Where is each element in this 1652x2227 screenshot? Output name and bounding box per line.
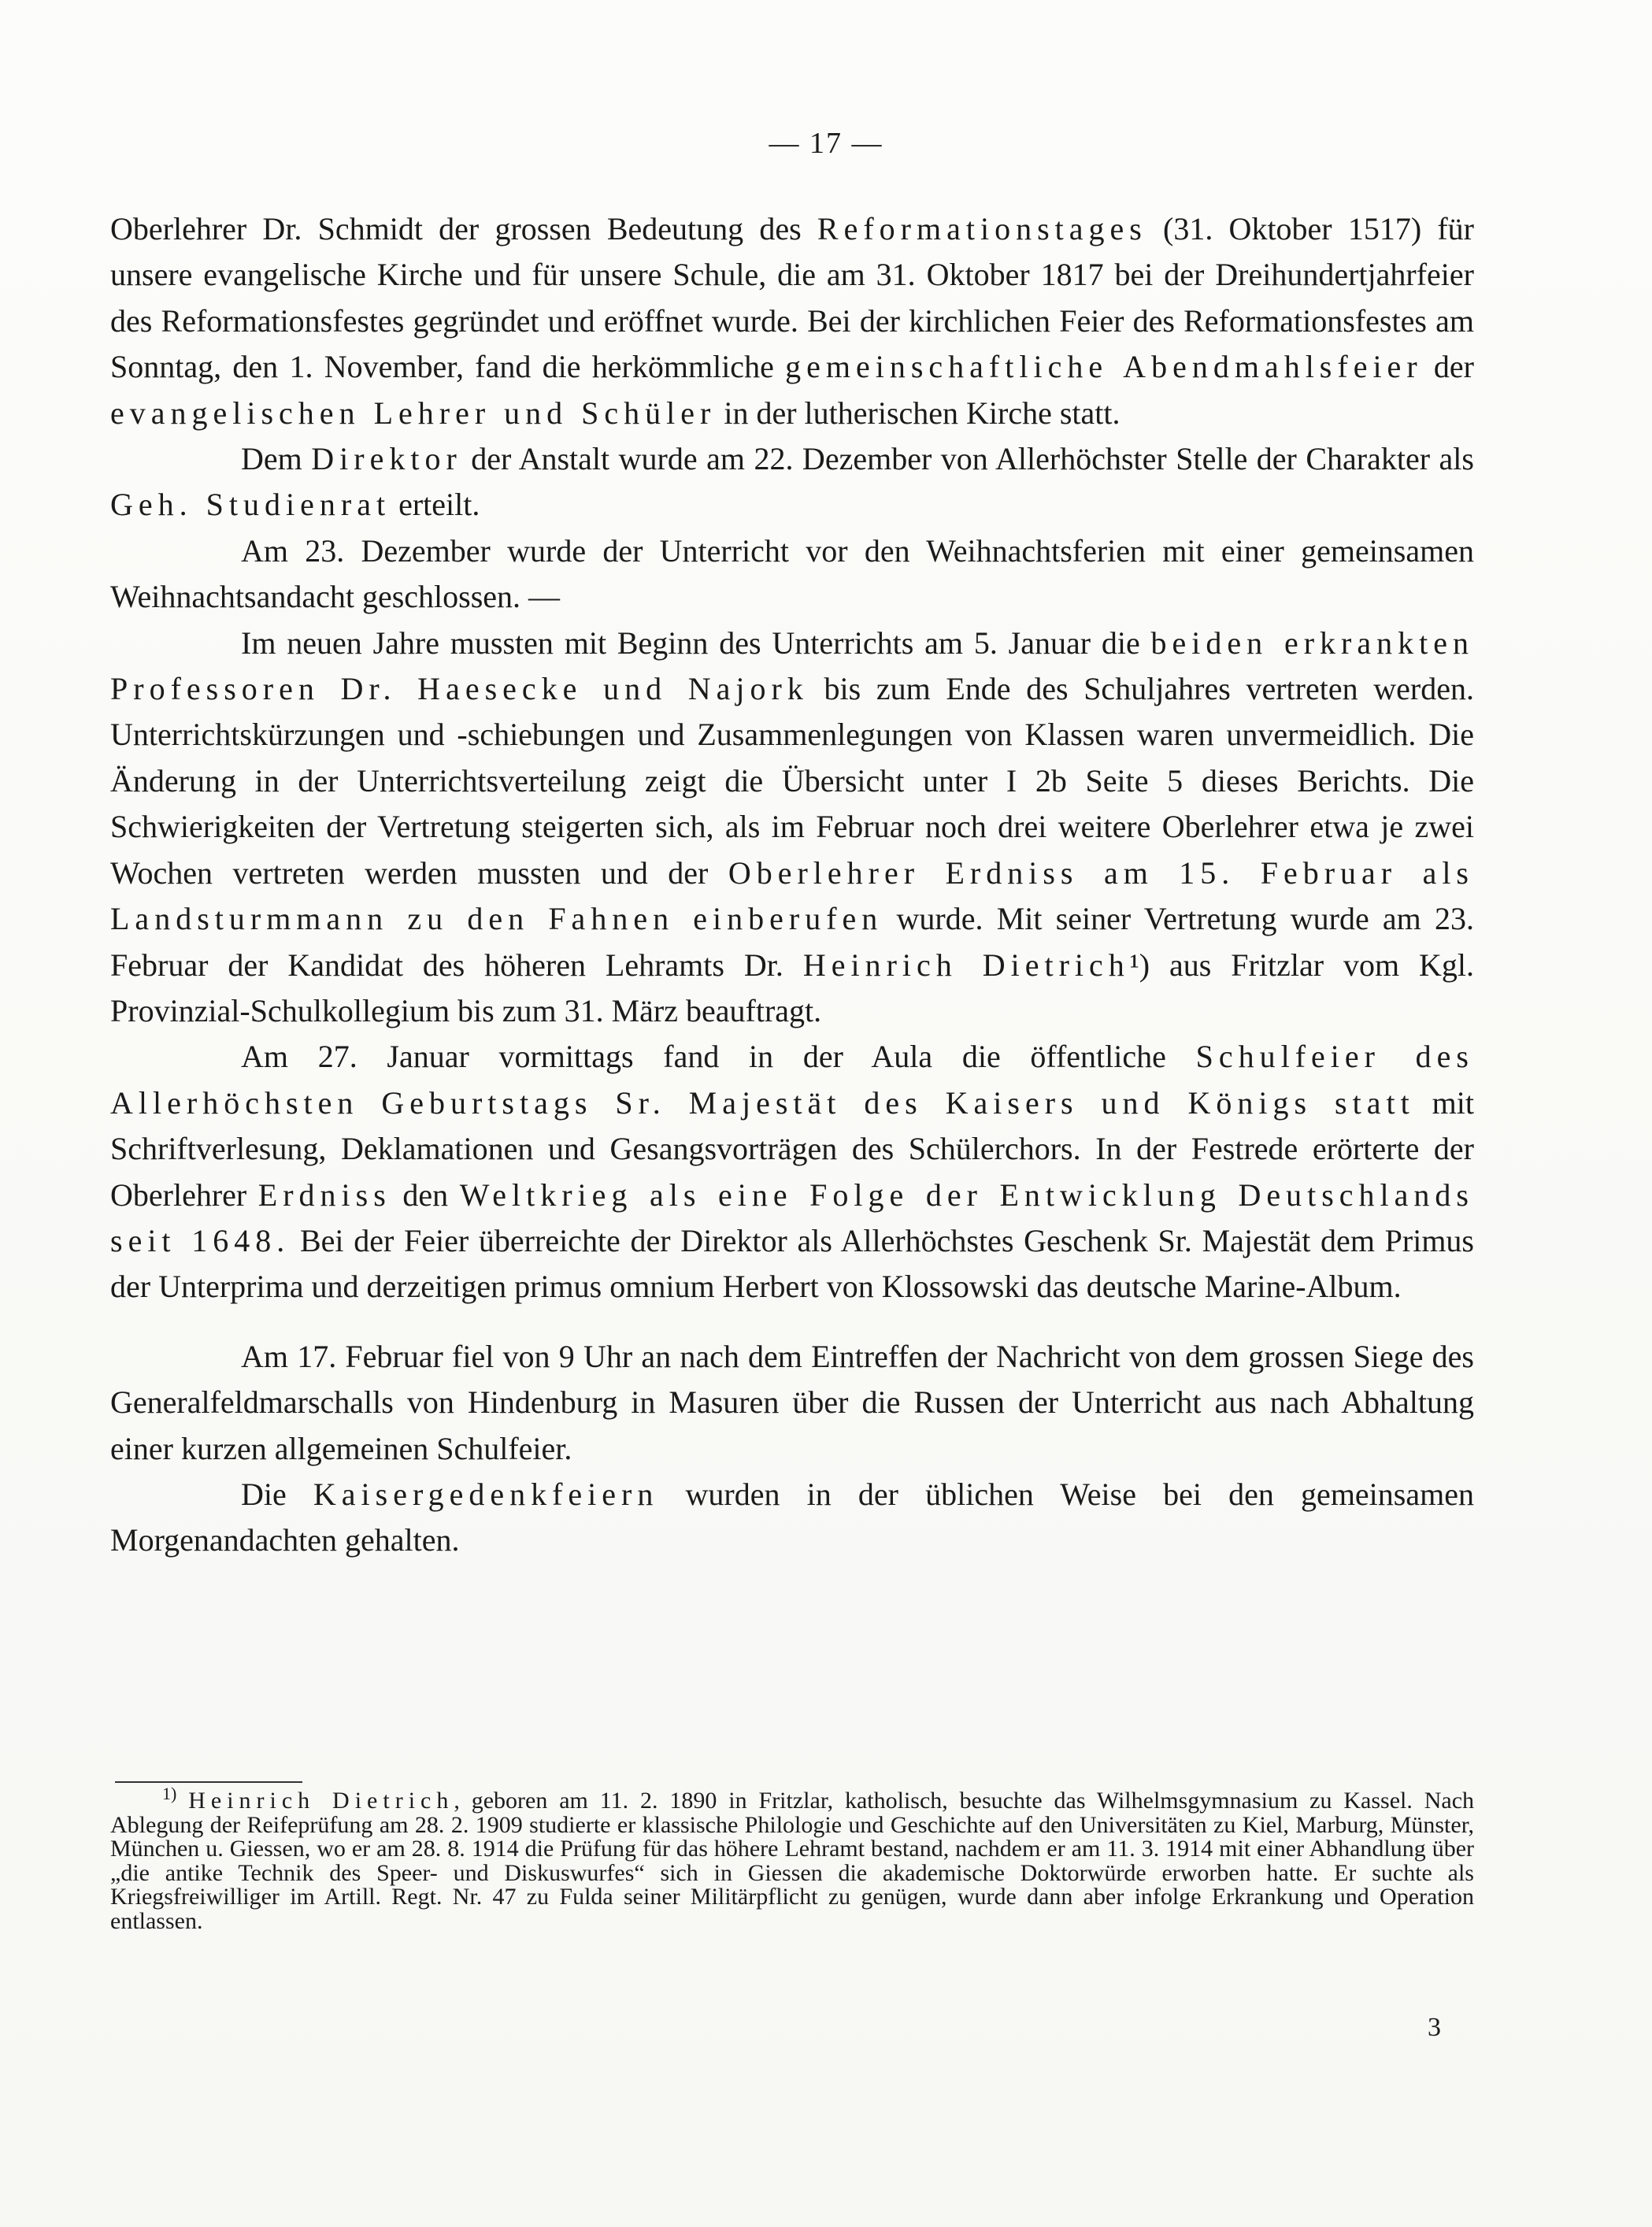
paragraph [110,528,1474,621]
emphasized-text: gemeinschaftliche Abendmahlsfeier [785,349,1423,385]
text-segment: Am 23. Dezember wurde der Unterricht vor den Weihnachtsferien mit einer gemeinsamen Weihnachtsandacht geschlossen. — [110,532,1474,615]
text-segment: (31. Oktober 1517) für unsere evangelische Kirche und für unsere Schule, die am 31. Oktober 1817 bei der Dreihundertjahrfeier des Reformationsfestes gegründet und eröffnet wurde. Bei der kirchlichen Feier des Reformationsfestes am Sonntag, den 1. November, fand die herkömmliche [110,211,1475,385]
footnote [110,1784,1475,1934]
text-segment: wurde. Mit seiner Vertretung wurde am 23. Februar der Kandidat des höheren Lehramts Dr. [110,901,1474,983]
text-segment: wurden in der üblichen Weise bei den gemeinsamen Morgenandachten gehalten. [110,1476,1474,1558]
text-segment: in der lutherischen Kirche statt. [716,395,1120,431]
emphasized-text: Heinrich Dietrich [188,1788,454,1814]
page-number: — 17 — [769,127,883,160]
paragraph [110,1334,1474,1472]
signature-mark: 3 [1428,2013,1441,2042]
text-segment: Dem [241,441,312,477]
footnote-divider [115,1781,302,1783]
text-segment: Am 17. Februar fiel von 9 Uhr an nach dem Eintreffen der Nachricht von dem grossen Siege des Generalfeldmarschalls von Hindenburg in Masuren über die Russen der Unterricht aus nach Abhaltung einer kurzen allgemeinen Schulfeier. [110,1338,1474,1466]
text-segment: der [1422,349,1475,385]
emphasized-text: Erdniss [257,1176,391,1213]
text-segment: Am 27. Januar vormittags fand in der Aula die öffentliche [241,1039,1196,1075]
emphasized-text: Oberlehrer Erdniss am 15. Februar als Landsturmmann zu den Fahnen einberufen [110,854,1474,937]
text-segment: Im neuen Jahre mussten mit Beginn des Unterrichts am 5. Januar die [241,624,1151,661]
paragraph [110,1034,1474,1310]
emphasized-text: Weltkrieg als eine Folge der Entwicklung Deutschlands seit 1648. [110,1176,1474,1258]
emphasized-text: Reformationstages [817,211,1147,246]
text-segment: mit Schriftverlesung, Deklamationen und Gesangsvorträgen des Schülerchors. In der Festrede erörterte der Oberlehrer [110,1084,1474,1213]
paragraph [110,621,1474,1035]
text-segment: der Anstalt wurde am 22. Dezember von Allerhöchster Stelle der Charakter als [461,441,1474,477]
text-segment: erteilt. [391,487,480,523]
footnote-marker: 1) [162,1784,177,1803]
text-segment: bis zum Ende des Schuljahres vertreten werden. Unterrichtskürzungen und -schiebungen und Zusammenlegungen von Klassen waren unvermeidlich. Die Änderung in der Unterrichtsverteilung zeigt die Übersicht unter I 2b Seite 5 dieses Berichts. Die Schwierigkeiten der Vertretung steigerten sich, als im Februar noch drei weitere Oberlehrer etwa je zwei Wochen vertreten werden mussten und der [110,671,1474,891]
emphasized-text: Schulfeier des Allerhöchsten Geburtstags Sr. Majestät des Kaisers und Königs statt [110,1039,1474,1121]
text-segment: , geboren am 11. 2. 1890 in Fritzlar, katholisch, besuchte das Wilhelmsgymnasium zu Kassel. Nach Ablegung der Reifeprüfung am 28. 2. 1909 studierte er klassische Philologie und Geschichte auf den Universitäten zu Kiel, Marburg, Münster, München u. Giessen, wo er am 28. 8. 1914 die Prüfung für das höhere Lehramt bestand, nachdem er am 11. 3. 1914 mit einer Abhandlung über „die antike Technik des Speer- und Diskuswurfes“ sich in Giessen die akademische Doktorwürde erworben hatte. Er suchte als Kriegsfreiwilliger im Artill. Regt. Nr. 47 zu Fulda seiner Militärpflicht zu genügen, wurde dann aber infolge Erkrankung und Operation entlassen. [110,1788,1475,1934]
text-segment: ¹) [1129,947,1150,983]
text-segment: Die [241,1476,313,1512]
emphasized-text: evangelischen Lehrer und Schüler [110,395,717,431]
paragraph [110,206,1474,436]
paragraph [110,1472,1474,1564]
emphasized-text: Heinrich Dietrich [802,947,1130,983]
emphasized-text: beiden erkrankten Professoren Dr. Haesecke und Najork [110,624,1475,707]
text-segment: Bei der Feier überreichte der Direktor als Allerhöchstes Geschenk Sr. Majestät dem Primus der Unterprima und derzeitigen primus omnium Herbert von Klossowski das deutsche Marine-Album. [110,1222,1474,1305]
text-segment: aus Fritzlar vom Kgl. Provinzial-Schulkollegium bis zum 31. März beauftragt. [110,947,1475,1028]
emphasized-text: Kaisergedenkfeiern [313,1476,659,1512]
emphasized-text: Direktor [311,441,462,477]
body-text [110,206,1474,1564]
paragraph [110,436,1474,528]
text-segment: den [391,1176,460,1213]
footnotes [110,1784,1475,1934]
emphasized-text: Geh. Studienrat [110,487,391,523]
text-segment: Oberlehrer Dr. Schmidt der grossen Bedeutung des [110,211,817,246]
